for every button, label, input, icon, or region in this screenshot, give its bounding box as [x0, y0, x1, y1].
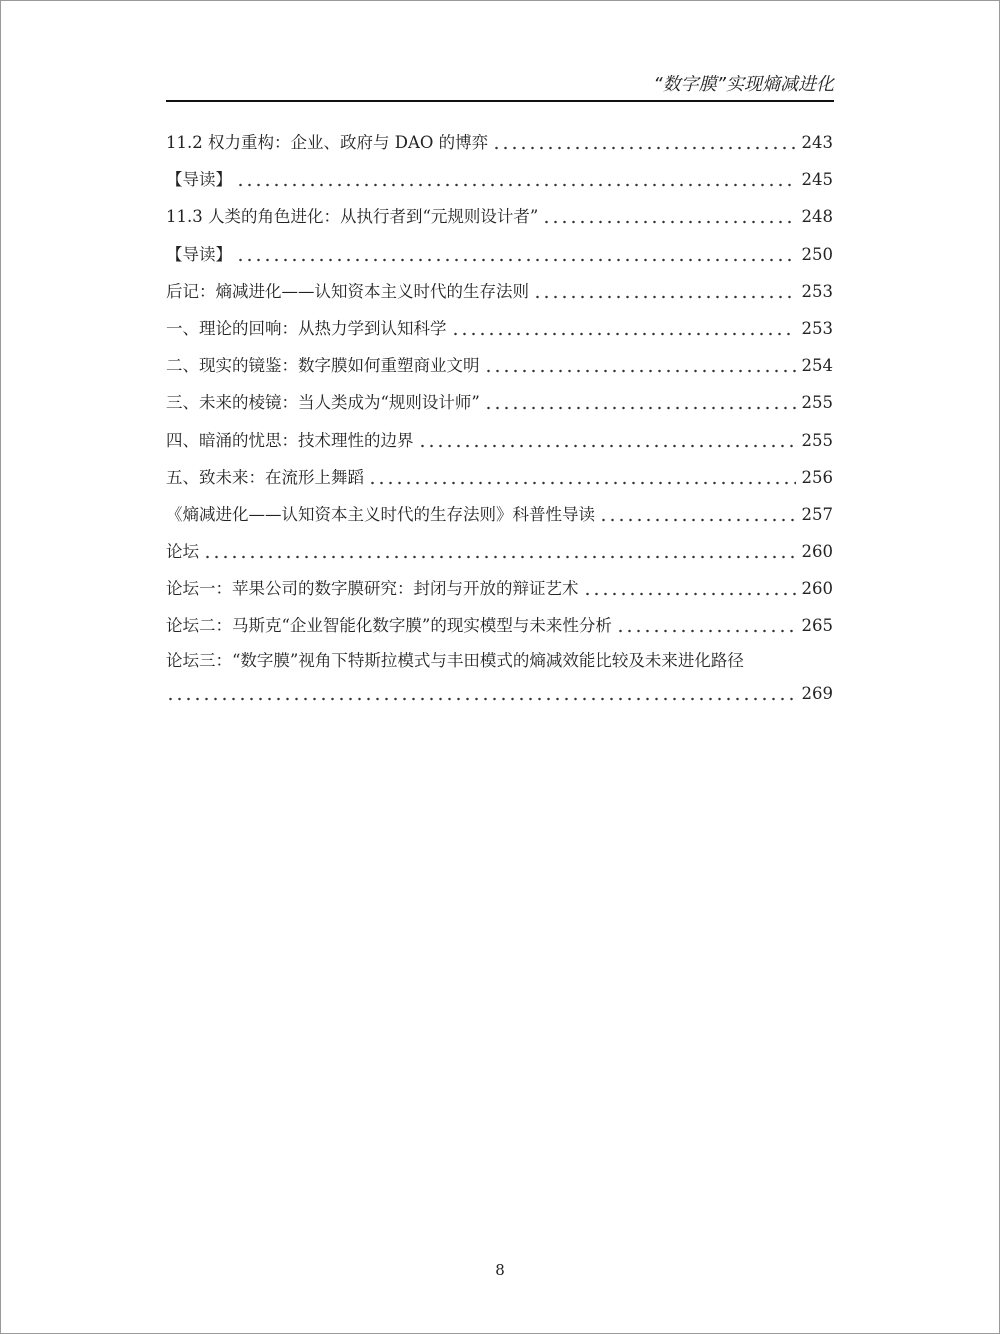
toc-entry[interactable] — [166, 388, 833, 425]
toc-entry[interactable] — [166, 611, 833, 648]
toc-entry[interactable] — [166, 277, 833, 314]
toc-entry-title: 《熵减进化——认知资本主义时代的生存法则》科普性导读 — [166, 504, 595, 524]
toc-entry-page: 254 — [801, 356, 833, 376]
toc-entry-title: 论坛三：“数字膜”视角下特斯拉模式与丰田模式的熵减效能比较及未来进化路径 — [166, 650, 744, 670]
toc-entry-title: 一、理论的回响：从热力学到认知科学 — [166, 318, 447, 338]
dot-leader — [203, 539, 796, 559]
toc-entry-page: 255 — [801, 430, 833, 450]
toc-entry-title: 四、暗涌的忧思：技术理性的边界 — [166, 430, 414, 450]
toc-entry-title: 后记：熵减进化——认知资本主义时代的生存法则 — [166, 281, 529, 301]
toc-entry-page: 253 — [801, 281, 833, 301]
toc-entry[interactable] — [166, 240, 833, 277]
dot-leader — [492, 130, 795, 150]
toc-entry[interactable] — [166, 202, 833, 239]
toc-entry-page: 260 — [801, 542, 833, 562]
toc-entry-page: 245 — [801, 170, 833, 190]
toc-entry-page: 243 — [801, 133, 833, 152]
dot-leader — [616, 613, 796, 633]
toc-entry-page: 269 — [801, 683, 833, 703]
toc-entry-title: 五、致未来：在流形上舞蹈 — [166, 467, 364, 487]
toc-entry-title: 11.3 人类的角色进化：从执行者到“元规则设计者” — [166, 207, 539, 227]
toc-entry-page: 250 — [801, 244, 833, 264]
toc-entry-title: 论坛二：马斯克“企业智能化数字膜”的现实模型与未来性分析 — [166, 616, 612, 636]
dot-leader — [368, 465, 796, 485]
dot-leader — [236, 167, 796, 187]
toc-entry-title: 论坛一：苹果公司的数字膜研究：封闭与开放的辩证艺术 — [166, 579, 579, 599]
toc-entry[interactable] — [166, 500, 833, 537]
toc-entry[interactable] — [166, 426, 833, 463]
toc-entry-page: 257 — [801, 504, 833, 524]
toc-entry-title: 【导读】 — [166, 244, 232, 264]
dot-leader — [484, 353, 796, 373]
dot-leader — [542, 204, 795, 224]
dot-leader — [236, 242, 796, 262]
toc-entry-page: 253 — [801, 318, 833, 338]
dot-leader — [533, 279, 796, 299]
toc-entry-page: 255 — [801, 393, 833, 413]
toc-entry[interactable] — [166, 128, 833, 165]
toc-entry-title: 论坛 — [166, 542, 199, 562]
running-header: “数字膜”实现熵减进化 — [166, 72, 834, 102]
toc-entry[interactable] — [166, 537, 833, 574]
toc-entry[interactable] — [166, 649, 833, 703]
toc-entry-page: 265 — [801, 616, 833, 636]
toc-entry[interactable] — [166, 574, 833, 611]
page-number: 8 — [495, 1261, 505, 1279]
toc-entry-title: 三、未来的棱镜：当人类成为“规则设计师” — [166, 393, 480, 413]
dot-leader — [599, 502, 796, 522]
toc-entry[interactable] — [166, 351, 833, 388]
toc-entry[interactable] — [166, 463, 833, 500]
dot-leader — [583, 576, 796, 596]
dot-leader — [166, 681, 796, 701]
table-of-contents — [166, 128, 833, 703]
dot-leader — [451, 316, 796, 336]
toc-entry-continuation — [166, 679, 833, 703]
toc-entry[interactable] — [166, 165, 833, 202]
dot-leader — [484, 390, 796, 410]
toc-entry-title: 【导读】 — [166, 170, 232, 190]
dot-leader — [418, 428, 796, 448]
toc-entry-title: 二、现实的镜鉴：数字膜如何重塑商业文明 — [166, 356, 480, 376]
toc-entry-page: 256 — [801, 467, 833, 487]
toc-entry-page: 260 — [801, 579, 833, 599]
toc-entry-title: 11.2 权力重构：企业、政府与 DAO 的博弈 — [166, 133, 489, 152]
toc-entry-page: 248 — [801, 207, 833, 227]
toc-entry[interactable] — [166, 314, 833, 351]
